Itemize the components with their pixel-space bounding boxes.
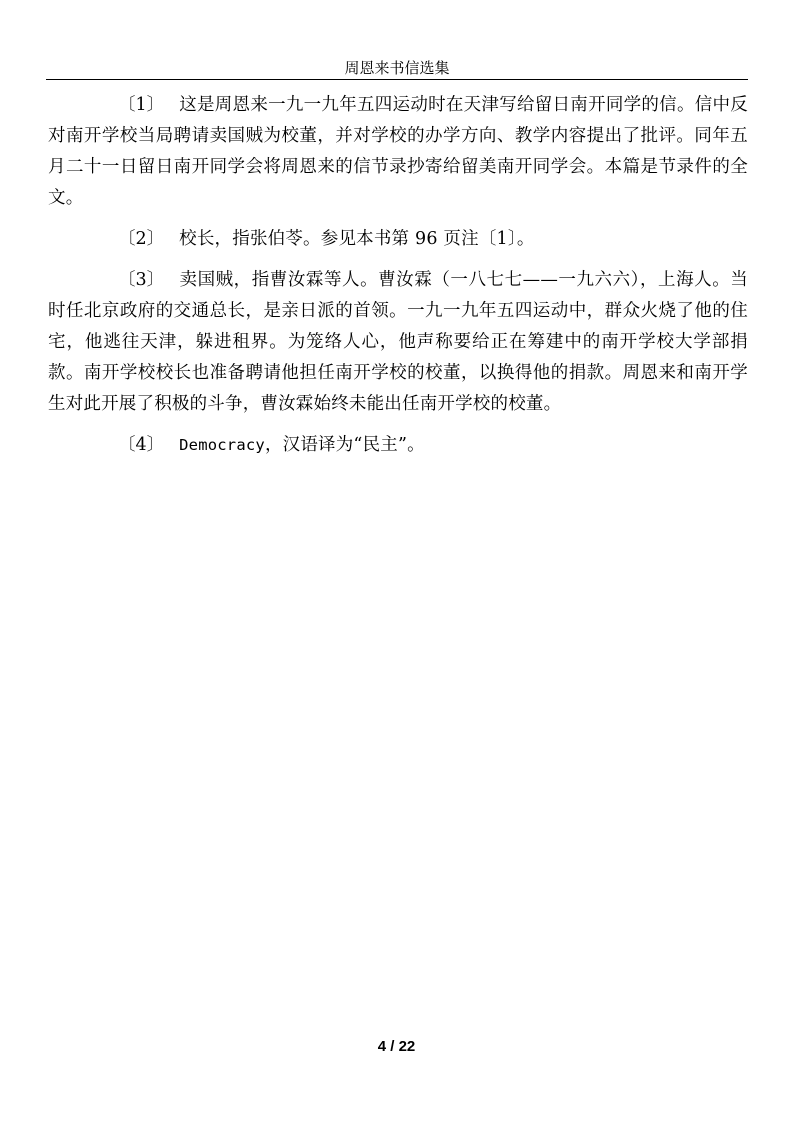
note-marker: 〔4〕 [118,435,165,455]
note-1 [48,90,748,214]
note-marker: 〔2〕 [118,229,165,249]
note-marker: 〔3〕 [118,270,165,290]
note-3 [48,265,748,420]
running-header: 周恩来书信选集 [344,59,450,77]
note-4 [48,430,748,461]
header-rule [46,79,748,80]
note-2 [48,224,748,255]
note-text: 卖国贼，指曹汝霖等人。曹汝霖（一八七七——一九六六），上海人。当时任北京政府的交通总长，是亲日派的首领。一九一九年五四运动中，群众火烧了他的住宅，他逃往天津，躲进租界。为笼络人心，他声称要给正在筹建中的南开学校大学部捐款。南开学校校长也准备聘请他担任南开学校的校董，以换得他的捐款。周恩来和南开学生对此开展了积极的斗争，曹汝霖始终未能出任南开学校的校董。 [48,270,748,414]
note-text: 校长，指张伯苓。参见本书第 96 页注〔1〕。 [179,229,535,249]
notes-section [48,90,748,471]
note-marker: 〔1〕 [118,95,165,115]
note-term: Democracy [179,436,265,454]
note-text: 这是周恩来一九一九年五四运动时在天津写给留日南开同学的信。信中反对南开学校当局聘请卖国贼为校董，并对学校的办学方向、教学内容提出了批评。同年五月二十一日留日南开同学会将周恩来的信节录抄寄给留美南开同学会。本篇是节录件的全文。 [48,95,748,208]
note-text: ，汉语译为“民主”。 [264,435,425,455]
page-number: 4 / 22 [377,1038,416,1055]
